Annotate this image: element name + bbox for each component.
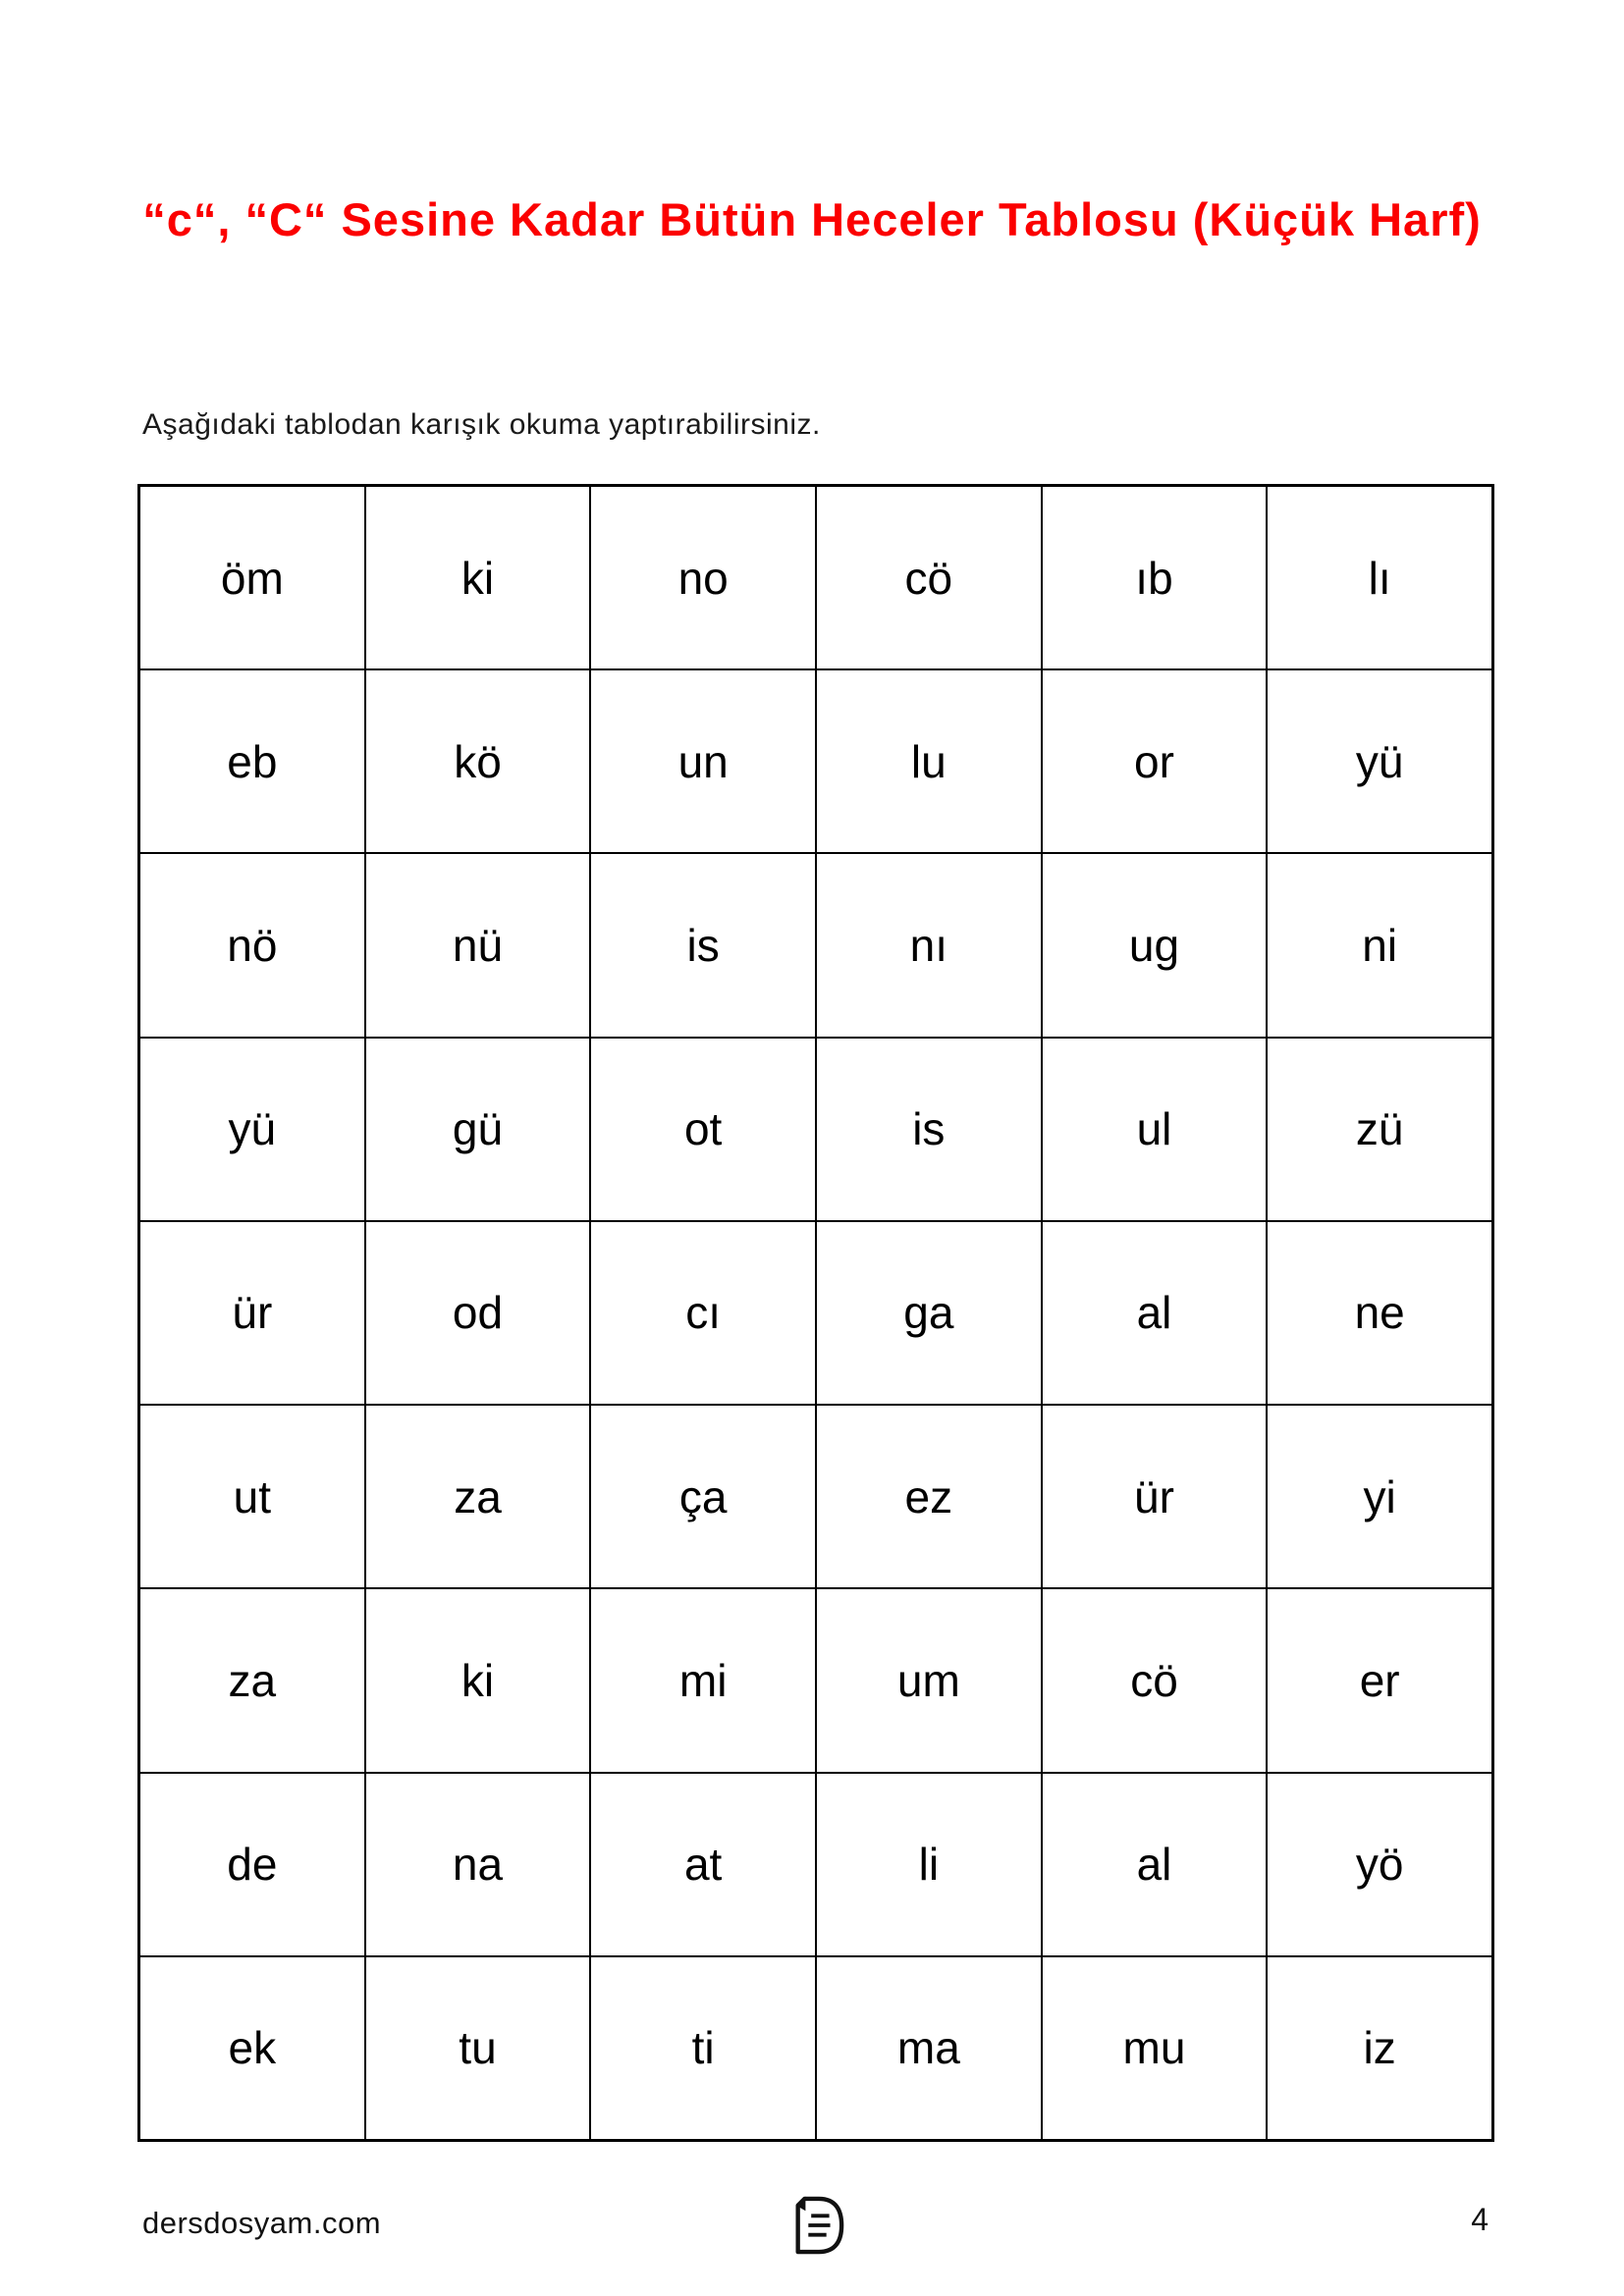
syllable-cell: nö bbox=[139, 853, 365, 1037]
syllable-cell: cı bbox=[590, 1221, 816, 1405]
syllable-cell: ki bbox=[365, 486, 591, 669]
syllable-cell: ti bbox=[590, 1956, 816, 2140]
syllable-table bbox=[137, 484, 1494, 2142]
syllable-cell: ma bbox=[816, 1956, 1042, 2140]
syllable-cell: is bbox=[590, 853, 816, 1037]
syllable-cell: de bbox=[139, 1773, 365, 1956]
syllable-cell: ek bbox=[139, 1956, 365, 2140]
page-title: “c“, “C“ Sesine Kadar Bütün Heceler Tablosu (Küçük Harf) bbox=[142, 193, 1482, 245]
syllable-cell: ut bbox=[139, 1405, 365, 1588]
syllable-cell: nı bbox=[816, 853, 1042, 1037]
syllable-cell: iz bbox=[1267, 1956, 1492, 2140]
syllable-cell: eb bbox=[139, 669, 365, 853]
syllable-cell: ez bbox=[816, 1405, 1042, 1588]
syllable-cell: ki bbox=[365, 1588, 591, 1772]
syllable-cell: zü bbox=[1267, 1038, 1492, 1221]
syllable-cell: gü bbox=[365, 1038, 591, 1221]
syllable-cell: ür bbox=[139, 1221, 365, 1405]
syllable-cell: na bbox=[365, 1773, 591, 1956]
syllable-cell: ni bbox=[1267, 853, 1492, 1037]
syllable-cell: at bbox=[590, 1773, 816, 1956]
syllable-cell: is bbox=[816, 1038, 1042, 1221]
syllable-cell: kö bbox=[365, 669, 591, 853]
syllable-cell: za bbox=[139, 1588, 365, 1772]
syllable-cell: ug bbox=[1042, 853, 1268, 1037]
syllable-cell: mi bbox=[590, 1588, 816, 1772]
syllable-cell: or bbox=[1042, 669, 1268, 853]
syllable-cell: al bbox=[1042, 1221, 1268, 1405]
syllable-cell: cö bbox=[1042, 1588, 1268, 1772]
document-page-logo-icon bbox=[788, 2195, 845, 2256]
syllable-cell: cö bbox=[816, 486, 1042, 669]
syllable-cell: li bbox=[816, 1773, 1042, 1956]
syllable-cell: ne bbox=[1267, 1221, 1492, 1405]
syllable-cell: öm bbox=[139, 486, 365, 669]
syllable-cell: al bbox=[1042, 1773, 1268, 1956]
syllable-cell: ça bbox=[590, 1405, 816, 1588]
syllable-cell: no bbox=[590, 486, 816, 669]
syllable-cell: tu bbox=[365, 1956, 591, 2140]
syllable-cell: yö bbox=[1267, 1773, 1492, 1956]
footer-website-text: dersdosyam.com bbox=[142, 2206, 382, 2240]
syllable-cell: um bbox=[816, 1588, 1042, 1772]
syllable-cell: lı bbox=[1267, 486, 1492, 669]
instruction-text: Aşağıdaki tablodan karışık okuma yaptırabilirsiniz. bbox=[142, 408, 821, 441]
syllable-cell: od bbox=[365, 1221, 591, 1405]
syllable-cell: mu bbox=[1042, 1956, 1268, 2140]
page-number: 4 bbox=[1471, 2202, 1489, 2237]
syllable-cell: er bbox=[1267, 1588, 1492, 1772]
syllable-cell: ul bbox=[1042, 1038, 1268, 1221]
syllable-cell: yü bbox=[1267, 669, 1492, 853]
syllable-cell: yi bbox=[1267, 1405, 1492, 1588]
syllable-cell: ot bbox=[590, 1038, 816, 1221]
syllable-cell: lu bbox=[816, 669, 1042, 853]
syllable-cell: ür bbox=[1042, 1405, 1268, 1588]
syllable-cell: ıb bbox=[1042, 486, 1268, 669]
syllable-cell: nü bbox=[365, 853, 591, 1037]
syllable-cell: un bbox=[590, 669, 816, 853]
syllable-cell: ga bbox=[816, 1221, 1042, 1405]
syllable-cell: yü bbox=[139, 1038, 365, 1221]
syllable-cell: za bbox=[365, 1405, 591, 1588]
